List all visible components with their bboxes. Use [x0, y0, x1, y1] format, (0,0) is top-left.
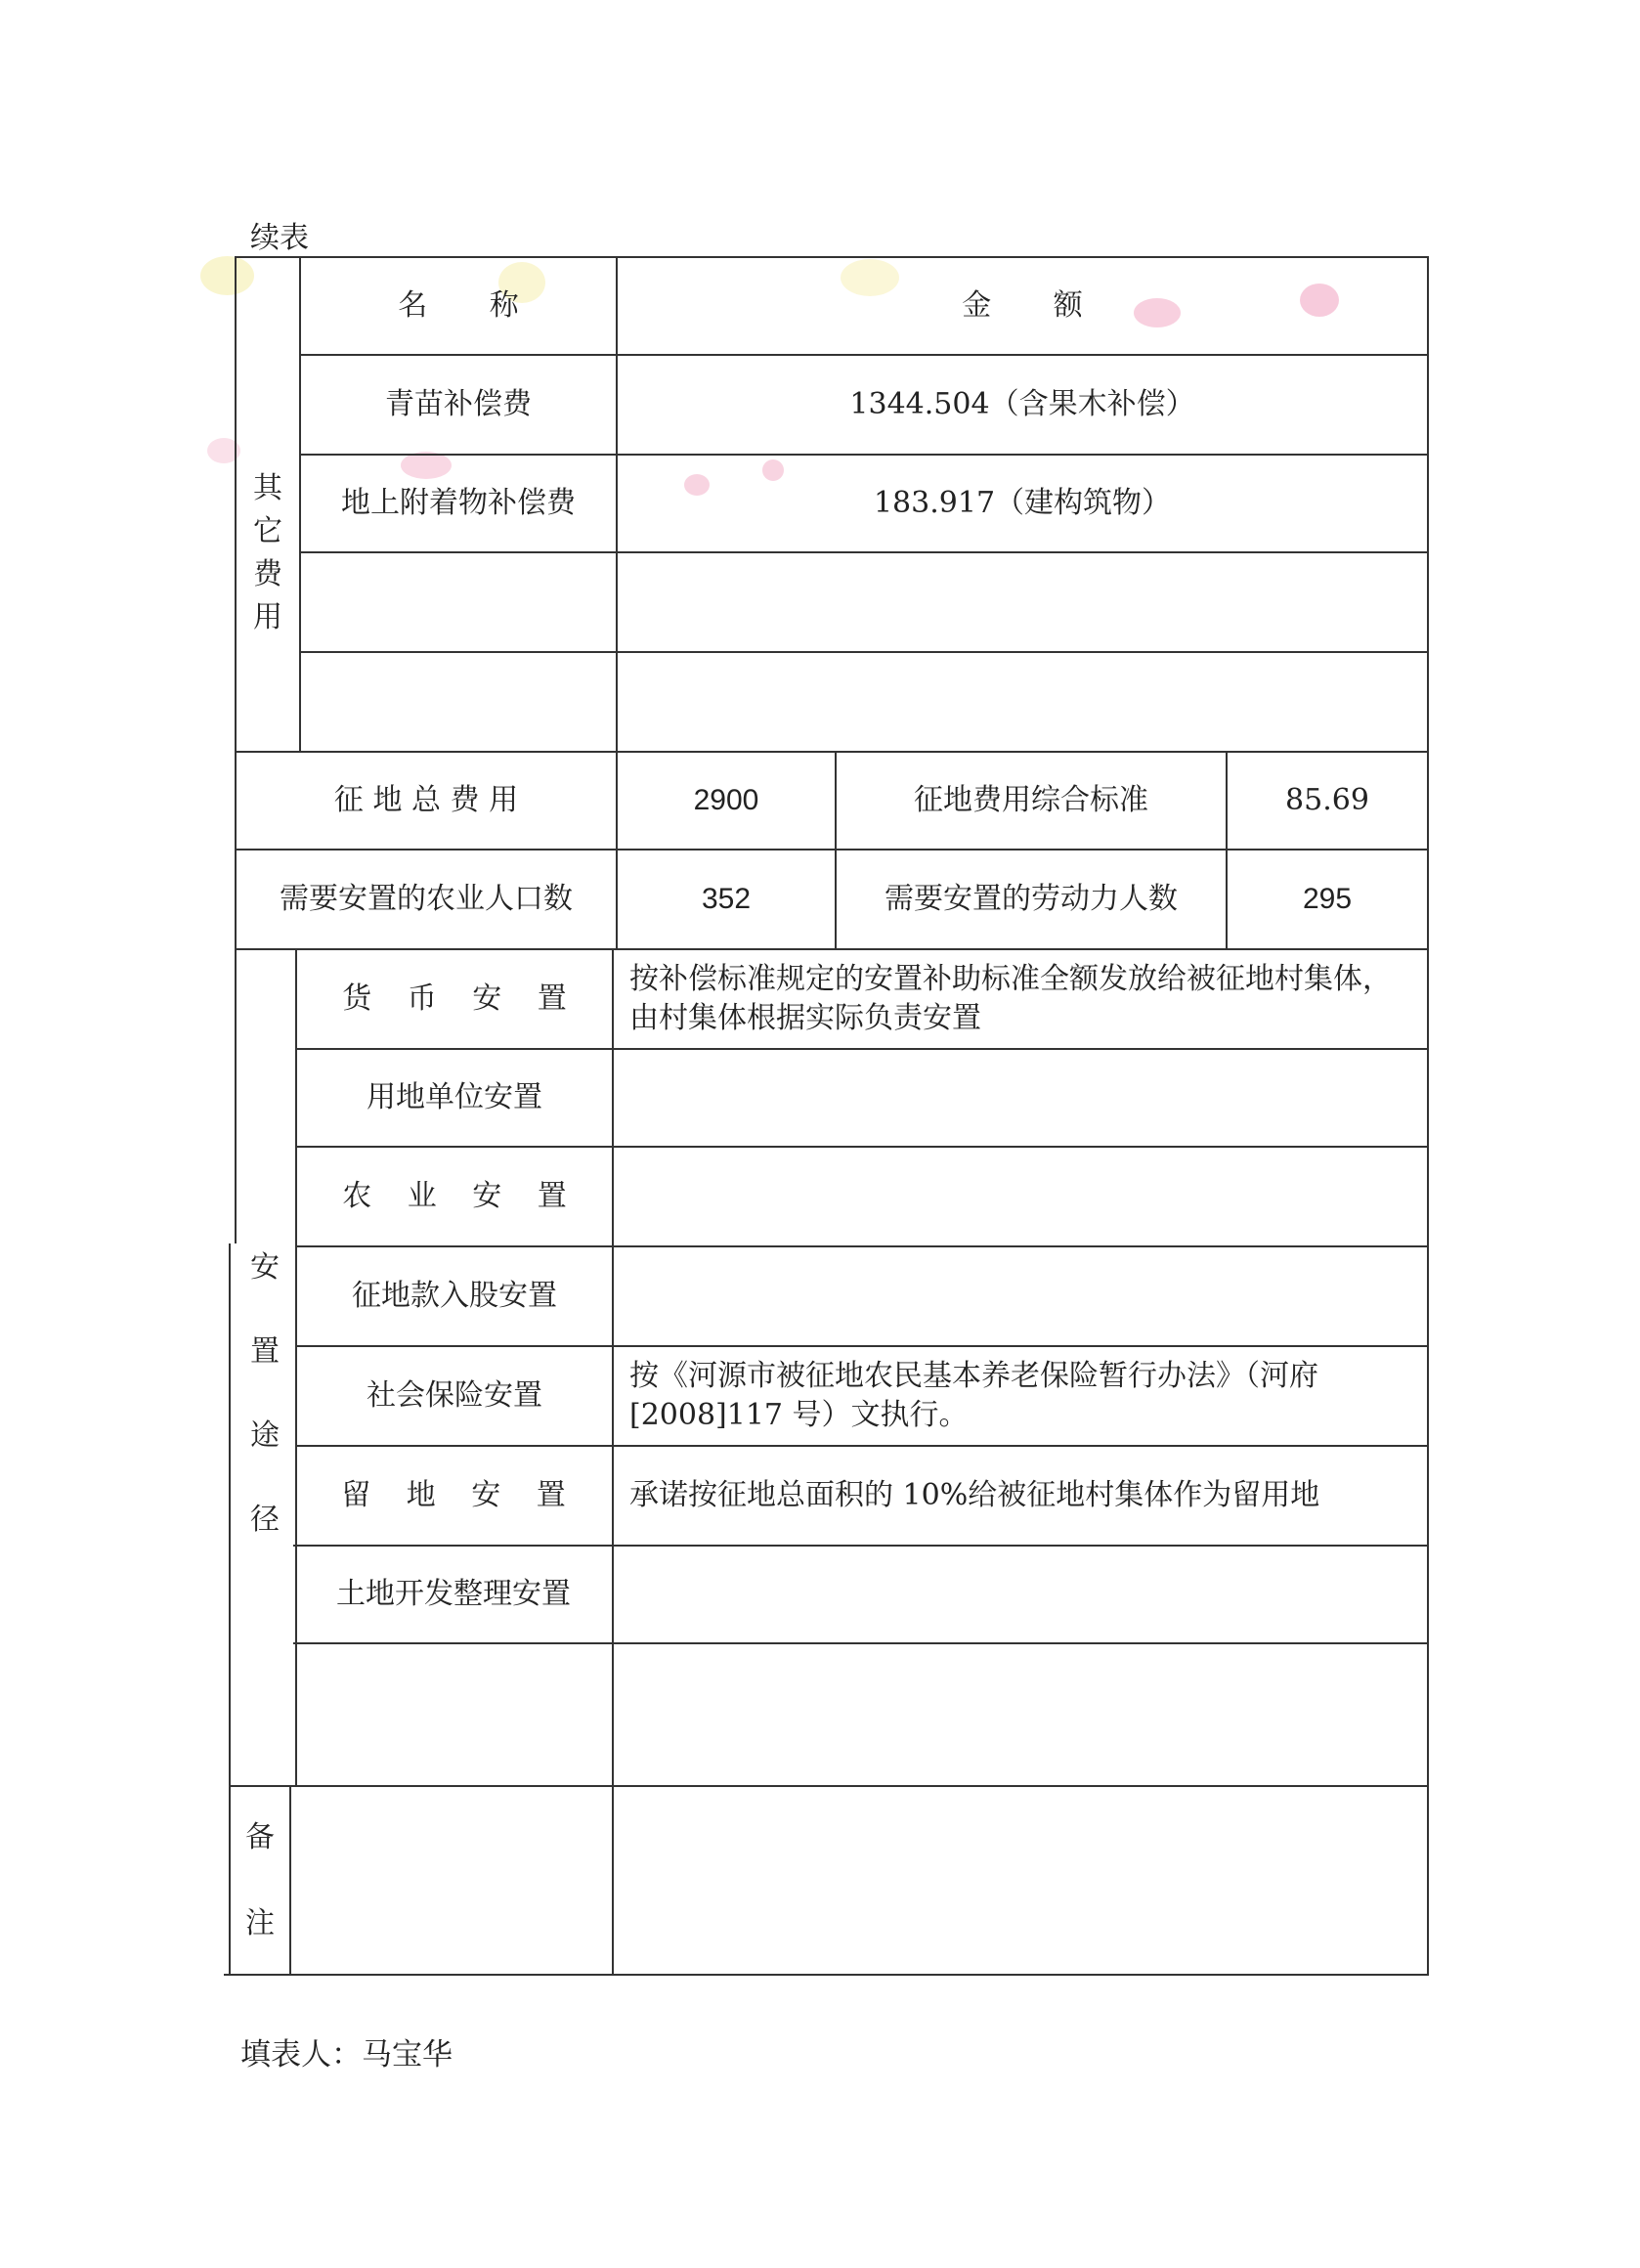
- other-fee-row-1-name: 青苗补偿费: [385, 386, 532, 421]
- other-fee-row-1-amount: 1344.504（含果木补偿）: [849, 386, 1195, 421]
- resettlement-row-6-value: 承诺按征地总面积的 10%给被征地村集体作为留用地: [629, 1477, 1320, 1512]
- total-cost-label: 征 地 总 费 用: [333, 782, 519, 817]
- other-fees-label: 其 它 费 用: [253, 471, 282, 634]
- other-fee-row-2-name: 地上附着物补偿费: [341, 485, 576, 520]
- resettlement-row-3-value: [614, 1148, 1427, 1245]
- resettlement-row-4-value: [614, 1247, 1427, 1345]
- labor-label: 需要安置的劳动力人数: [885, 881, 1178, 916]
- resettlement-row-7-value: [614, 1547, 1427, 1642]
- filler-signature: 填表人：马宝华: [240, 2037, 453, 2072]
- header-name: 名 称: [398, 287, 545, 323]
- table-caption: 续表: [250, 221, 309, 255]
- resettlement-row-1-name: 货 币 安 置: [342, 981, 581, 1016]
- remarks-label: 备 注: [245, 1819, 275, 1941]
- other-fee-row-3-name: [301, 553, 616, 651]
- labor-value: 295: [1302, 882, 1353, 915]
- resettlement-row-3-name: 农 业 安 置: [342, 1178, 581, 1213]
- other-fee-row-3-amount: [618, 553, 1427, 651]
- remarks-value: [614, 1787, 1427, 1974]
- stain-yellow-1: [200, 256, 254, 295]
- agri-pop-label: 需要安置的农业人口数: [280, 881, 573, 916]
- agri-pop-value: 352: [701, 882, 752, 915]
- resettlement-row-8-value: [614, 1644, 1427, 1785]
- resettlement-row-5-value: 按《河源市被征地农民基本养老保险暂行办法》（河府[2008]117 号）文执行。: [629, 1358, 1318, 1432]
- resettlement-row-4-name: 征地款入股安置: [352, 1278, 557, 1313]
- stain-pink-6: [207, 438, 240, 463]
- resettlement-row-2-value: [614, 1050, 1427, 1146]
- resettlement-row-5-name: 社会保险安置: [367, 1377, 542, 1413]
- total-cost-value: 2900: [693, 783, 759, 816]
- standard-value: 85.69: [1285, 782, 1369, 817]
- resettlement-row-6-name: 留 地 安 置: [341, 1477, 580, 1512]
- other-fee-row-4-amount: [618, 653, 1427, 751]
- resettlement-row-8-name: [295, 1644, 612, 1785]
- resettlement-label: 安 置 途 径: [250, 1250, 280, 1537]
- resettlement-row-1-value: 按补偿标准规定的安置补助标准全额发放给被征地村集体，由村集体根据实际负责安置: [629, 961, 1392, 1035]
- resettlement-row-7-name: 土地开发整理安置: [336, 1576, 571, 1611]
- other-fee-row-4-name: [301, 653, 616, 751]
- resettlement-row-2-name: 用地单位安置: [367, 1079, 542, 1114]
- standard-label: 征地费用综合标准: [914, 782, 1148, 817]
- other-fee-row-2-amount: 183.917（建构筑物）: [873, 485, 1172, 520]
- header-amount: 金 额: [962, 287, 1109, 323]
